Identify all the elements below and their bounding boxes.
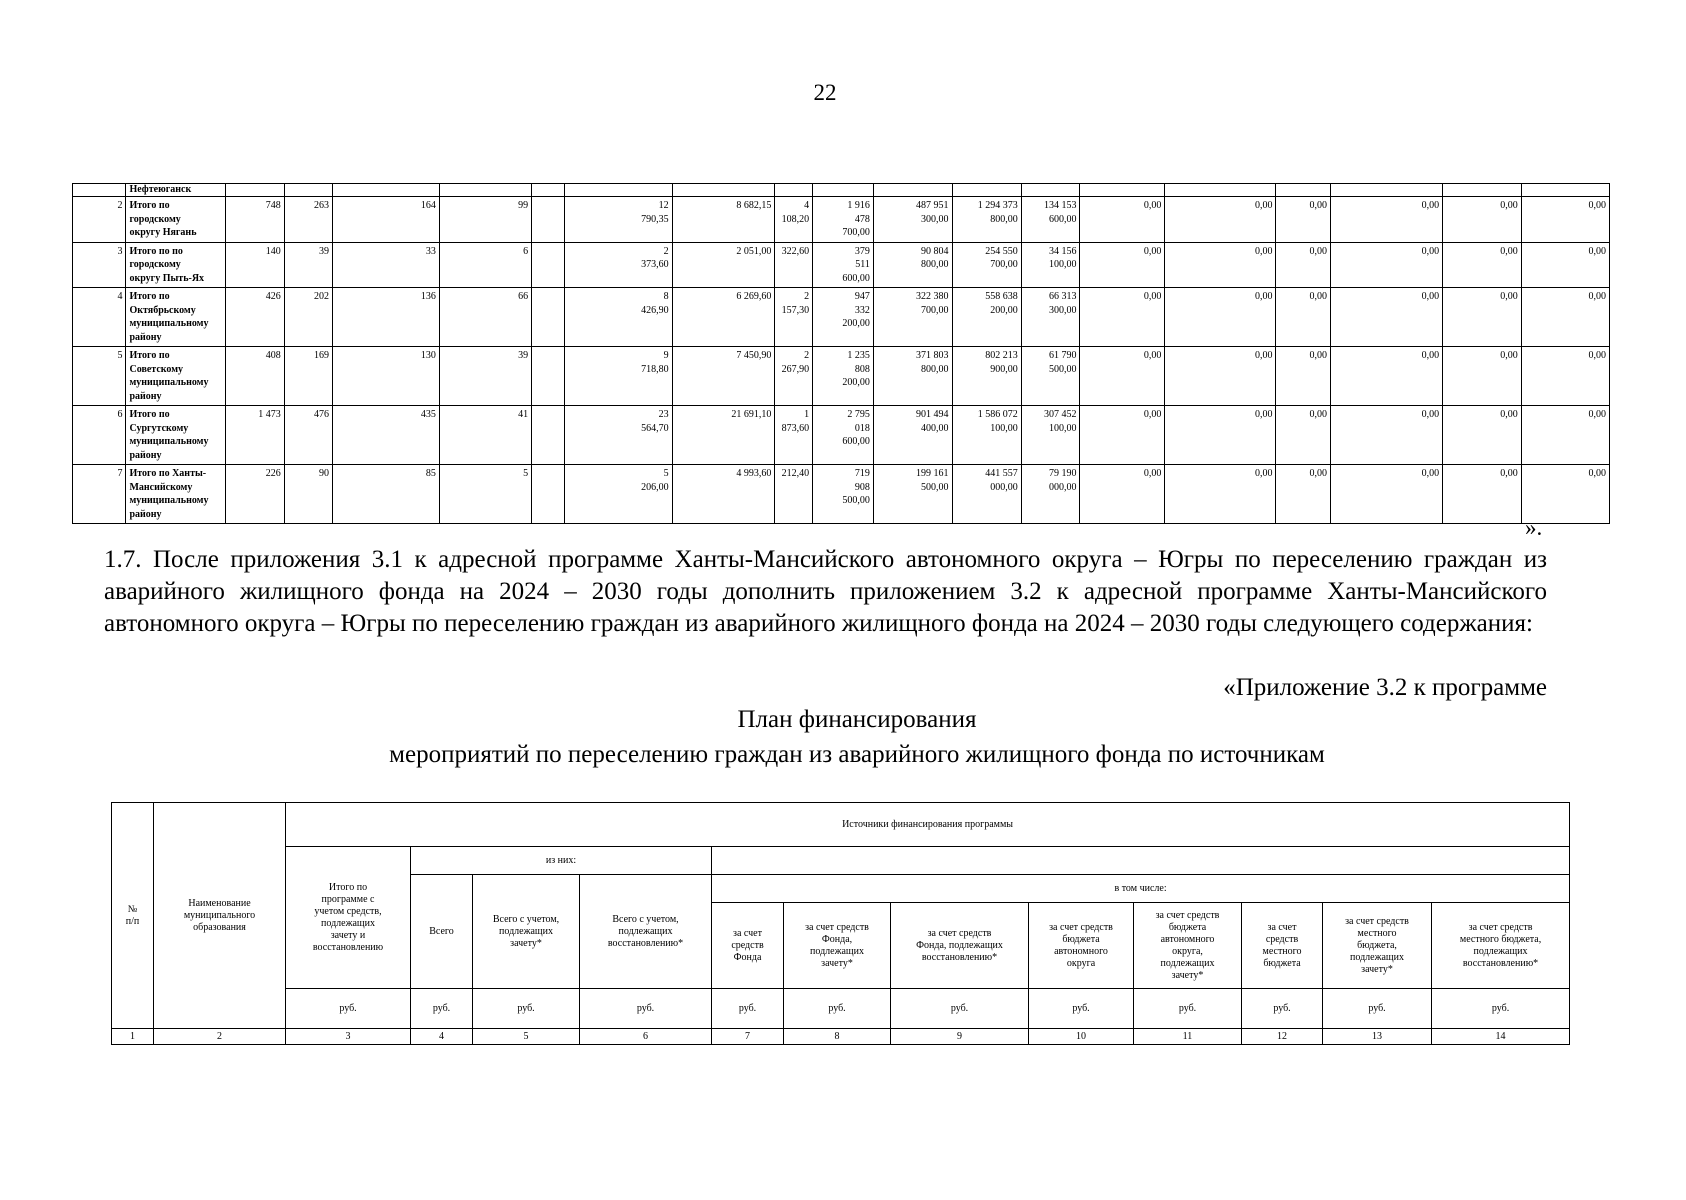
amendment-paragraph: 1.7. После приложения 3.1 к адресной программе Ханты-Мансийского автономного округа – Югры по переселению граждан из аварийного жилищного фонда на 2024 – 2030 годы дополнить приложением 3.2 к адресной программе Ханты-Мансийского автономного округа – Югры по переселению граждан из аварийного жилищного фонда на 2024 – 2030 годы следующего содержания: [104,546,1547,637]
row-number-cell: 3 [73,242,126,288]
table-row [73,242,1610,288]
row-number-cell: 4 [73,288,126,347]
unit-cell: руб. [712,989,784,1029]
value-cell: 130 [332,347,439,406]
col-municipality-header: Наименование муниципального образования [154,803,286,1029]
value-cell: 0,00 [1521,465,1609,524]
value-cell: 66 [439,288,531,347]
value-cell: 5 [439,465,531,524]
sub-header: за счет средств бюджета автономного округа [1029,903,1134,989]
total-header: Итого по программе с учетом средств, подлежащих зачету и восстановлению [286,847,411,989]
value-cell: 0,00 [1080,288,1165,347]
value-cell: 0,00 [1443,347,1522,406]
unit-cell: руб. [473,989,580,1029]
column-number-row [112,1029,1570,1045]
col-number: 5 [473,1029,580,1045]
col-number: 13 [1323,1029,1432,1045]
page-number: 22 [813,80,837,105]
value-cell: 307 452 100,00 [1021,406,1080,465]
value-cell: 33 [332,242,439,288]
value-cell: 371 803 800,00 [873,347,952,406]
table-row [73,465,1610,524]
col-number: 10 [1029,1029,1134,1045]
value-cell: 558 638 200,00 [952,288,1021,347]
value-cell: 6 [439,242,531,288]
value-cell: 254 550 700,00 [952,242,1021,288]
value-cell: 9 718,80 [564,347,672,406]
value-cell: 0,00 [1331,465,1443,524]
value-cell: 435 [332,406,439,465]
col-number: 7 [712,1029,784,1045]
value-cell: 90 804 800,00 [873,242,952,288]
plan-subtitle: мероприятий по переселению граждан из аварийного жилищного фонда по источникам [389,741,1325,768]
of-them-header: из них: [411,847,712,875]
sub-header: Всего с учетом, подлежащих зачету* [473,875,580,989]
municipality-name-cell: Итого по Ханты- Мансийскому муниципальному району [126,465,226,524]
value-cell: 164 [332,197,439,243]
value-cell: 0,00 [1276,288,1331,347]
value-cell: 0,00 [1276,242,1331,288]
value-cell: 0,00 [1165,347,1276,406]
value-cell: 0,00 [1331,242,1443,288]
value-cell: 12 790,35 [564,197,672,243]
value-cell: 2 157,30 [775,288,813,347]
row-number-cell: 2 [73,197,126,243]
value-cell: 0,00 [1165,465,1276,524]
value-cell: 169 [284,347,332,406]
col-number: 4 [411,1029,473,1045]
value-cell: 6 269,60 [672,288,775,347]
value-cell: 408 [226,347,285,406]
col-number: 2 [154,1029,286,1045]
row-number-cell: 5 [73,347,126,406]
value-cell: 140 [226,242,285,288]
table-row [73,406,1610,465]
value-cell: 1 586 072 100,00 [952,406,1021,465]
value-cell: 99 [439,197,531,243]
value-cell: 85 [332,465,439,524]
sub-header: за счет средств местного бюджета, подлежащих восстановлению* [1432,903,1570,989]
table-row [73,197,1610,243]
value-cell: 136 [332,288,439,347]
including-header: в том числе: [712,875,1570,903]
value-cell: 0,00 [1331,288,1443,347]
table-cell: Нефтеюганск [126,184,226,197]
value-cell: 0,00 [1443,465,1522,524]
value-cell: 212,40 [775,465,813,524]
value-cell: 719 908 500,00 [813,465,874,524]
value-cell: 379 511 600,00 [813,242,874,288]
value-cell: 202 [284,288,332,347]
table-row [112,847,1570,875]
value-cell: 5 206,00 [564,465,672,524]
value-cell: 0,00 [1080,242,1165,288]
value-cell: 2 373,60 [564,242,672,288]
sub-header: за счет средств местного бюджета [1242,903,1323,989]
unit-cell: руб. [580,989,712,1029]
col-number: 3 [286,1029,411,1045]
value-cell: 1 873,60 [775,406,813,465]
value-cell: 476 [284,406,332,465]
col-number: 9 [891,1029,1029,1045]
municipality-name-cell: Итого по Октябрьскому муниципальному району [126,288,226,347]
funding-continuation-table [72,183,1610,524]
value-cell: 134 153 600,00 [1021,197,1080,243]
value-cell: 0,00 [1443,288,1522,347]
municipality-name-cell: Итого по по городскому округу Пыть-Ях [126,242,226,288]
unit-cell: руб. [784,989,891,1029]
value-cell: 61 790 500,00 [1021,347,1080,406]
value-cell: 90 [284,465,332,524]
value-cell: 0,00 [1165,242,1276,288]
value-cell: 21 691,10 [672,406,775,465]
col-number: 8 [784,1029,891,1045]
unit-cell: руб. [1323,989,1432,1029]
table-row [73,288,1610,347]
value-cell: 79 190 000,00 [1021,465,1080,524]
col-number: 12 [1242,1029,1323,1045]
value-cell: 1 294 373 800,00 [952,197,1021,243]
value-cell: 0,00 [1080,347,1165,406]
value-cell: 0,00 [1276,465,1331,524]
table-row [73,184,1610,197]
unit-cell: руб. [411,989,473,1029]
unit-cell: руб. [286,989,411,1029]
col-number: 11 [1134,1029,1242,1045]
value-cell: 8 426,90 [564,288,672,347]
value-cell: 41 [439,406,531,465]
value-cell: 0,00 [1331,406,1443,465]
municipality-name-cell: Итого по Сургутскому муниципальному району [126,406,226,465]
value-cell: 0,00 [1276,406,1331,465]
value-cell: 0,00 [1521,242,1609,288]
value-cell: 441 557 000,00 [952,465,1021,524]
value-cell: 322 380 700,00 [873,288,952,347]
col-number: 14 [1432,1029,1570,1045]
value-cell: 901 494 400,00 [873,406,952,465]
value-cell: 263 [284,197,332,243]
value-cell: 0,00 [1521,197,1609,243]
value-cell: 23 564,70 [564,406,672,465]
appendix-title: «Приложение 3.2 к программе [1223,674,1547,701]
value-cell: 34 156 100,00 [1021,242,1080,288]
unit-cell: руб. [1029,989,1134,1029]
value-cell: 0,00 [1521,288,1609,347]
value-cell: 0,00 [1331,197,1443,243]
financing-plan-table [111,802,1570,1045]
value-cell: 0,00 [1165,197,1276,243]
row-number-cell: 7 [73,465,126,524]
unit-cell: руб. [1242,989,1323,1029]
value-cell: 39 [284,242,332,288]
value-cell: 0,00 [1443,406,1522,465]
value-cell: 0,00 [1443,197,1522,243]
sub-header: за счет средств Фонда, подлежащих восстановлению* [891,903,1029,989]
sub-header: Всего с учетом, подлежащих восстановлению* [580,875,712,989]
value-cell: 0,00 [1165,288,1276,347]
value-cell: 947 332 200,00 [813,288,874,347]
value-cell: 0,00 [1521,406,1609,465]
value-cell: 1 235 808 200,00 [813,347,874,406]
unit-cell: руб. [891,989,1029,1029]
value-cell: 322,60 [775,242,813,288]
sub-header: за счет средств бюджета автономного округа, подлежащих зачету* [1134,903,1242,989]
value-cell: 1 473 [226,406,285,465]
value-cell: 0,00 [1276,197,1331,243]
value-cell: 0,00 [1276,347,1331,406]
unit-cell: руб. [1432,989,1570,1029]
sub-header: за счет средств Фонда [712,903,784,989]
value-cell: 4 108,20 [775,197,813,243]
value-cell: 487 951 300,00 [873,197,952,243]
sub-header: за счет средств Фонда, подлежащих зачету* [784,903,891,989]
value-cell: 0,00 [1443,242,1522,288]
value-cell: 2 051,00 [672,242,775,288]
value-cell: 4 993,60 [672,465,775,524]
closing-quote: ». [1525,515,1543,540]
value-cell: 2 267,90 [775,347,813,406]
value-cell: 199 161 500,00 [873,465,952,524]
unit-cell: руб. [1134,989,1242,1029]
row-number-cell: 6 [73,406,126,465]
municipality-name-cell: Итого по городскому округу Нягань [126,197,226,243]
value-cell: 0,00 [1080,197,1165,243]
municipality-name-cell: Итого по Советскому муниципальному району [126,347,226,406]
unit-row [112,989,1570,1029]
value-cell: 0,00 [1165,406,1276,465]
value-cell: 802 213 900,00 [952,347,1021,406]
table-row [73,347,1610,406]
col-number: 1 [112,1029,154,1045]
plan-title: План финансирования [737,706,977,733]
value-cell: 0,00 [1080,406,1165,465]
col-number: 6 [580,1029,712,1045]
value-cell: 0,00 [1521,347,1609,406]
value-cell: 1 916 478 700,00 [813,197,874,243]
sources-header: Источники финансирования программы [286,803,1570,847]
value-cell: 2 795 018 600,00 [813,406,874,465]
value-cell: 7 450,90 [672,347,775,406]
value-cell: 748 [226,197,285,243]
value-cell: 426 [226,288,285,347]
table-row [112,803,1570,847]
sub-header: Всего [411,875,473,989]
col-number-header: № п/п [112,803,154,1029]
value-cell: 0,00 [1331,347,1443,406]
sub-header: за счет средств местного бюджета, подлежащих зачету* [1323,903,1432,989]
value-cell: 66 313 300,00 [1021,288,1080,347]
value-cell: 8 682,15 [672,197,775,243]
value-cell: 0,00 [1080,465,1165,524]
value-cell: 39 [439,347,531,406]
value-cell: 226 [226,465,285,524]
